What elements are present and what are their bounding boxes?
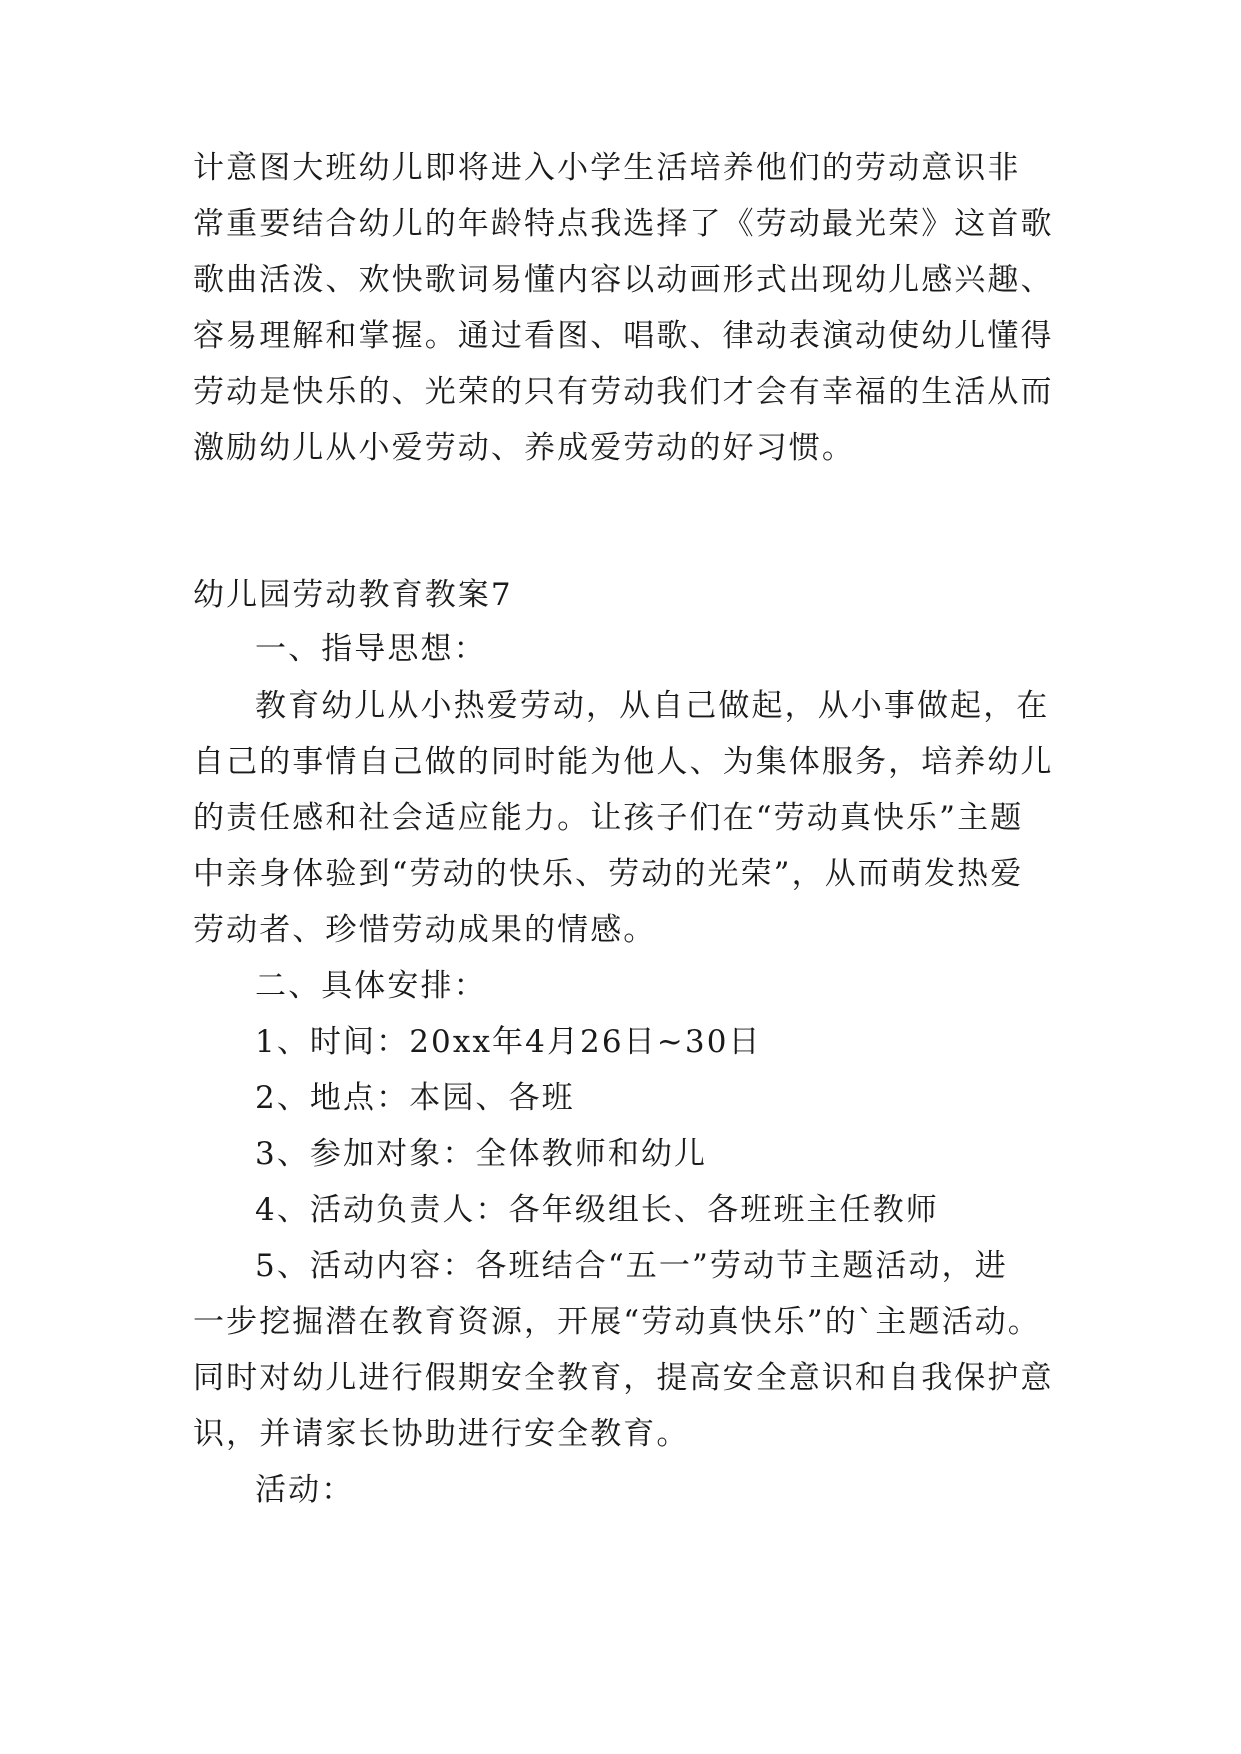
paragraph1-line-1: 教育幼儿从小热爱劳动，从自己做起，从小事做起，在	[255, 688, 1050, 724]
intro-line-1: 计意图大班幼儿即将进入小学生活培养他们的劳动意识非	[193, 150, 1021, 186]
intro-line-6: 激励幼儿从小爱劳动、养成爱劳动的好习惯。	[193, 430, 855, 466]
heading-activities: 活动：	[255, 1472, 355, 1508]
list-item-responsible: 4、活动负责人：各年级组长、各班班主任教师	[255, 1192, 939, 1228]
list-item-content: 5、活动内容：各班结合“五一”劳动节主题活动，进	[255, 1248, 1008, 1284]
paragraph1-line-3: 的责任感和社会适应能力。让孩子们在“劳动真快乐”主题	[193, 800, 1024, 836]
list-item-location: 2、地点：本园、各班	[255, 1080, 575, 1116]
list-item-time: 1、时间：20xx年4月26日~30日	[255, 1024, 762, 1060]
content-line-2: 一步挖掘潜在教育资源，开展“劳动真快乐”的`主题活动。	[193, 1304, 1041, 1340]
heading-arrangement: 二、具体安排：	[255, 968, 487, 1004]
content-line-3: 同时对幼儿进行假期安全教育，提高安全意识和自我保护意	[193, 1360, 1054, 1396]
paragraph1-line-5: 劳动者、珍惜劳动成果的情感。	[193, 912, 657, 948]
intro-line-3: 歌曲活泼、欢快歌词易懂内容以动画形式出现幼儿感兴趣、	[193, 262, 1054, 298]
paragraph1-line-4: 中亲身体验到“劳动的快乐、劳动的光荣”，从而萌发热爱	[193, 856, 1024, 892]
section-title: 幼儿园劳动教育教案7	[193, 577, 513, 613]
content-line-4: 识，并请家长协助进行安全教育。	[193, 1416, 690, 1452]
intro-line-4: 容易理解和掌握。通过看图、唱歌、律动表演动使幼儿懂得	[193, 318, 1054, 354]
list-item-participants: 3、参加对象：全体教师和幼儿	[255, 1136, 708, 1172]
heading-guiding-thought: 一、指导思想：	[255, 631, 487, 667]
intro-line-2: 常重要结合幼儿的年龄特点我选择了《劳动最光荣》这首歌	[193, 206, 1054, 242]
intro-line-5: 劳动是快乐的、光荣的只有劳动我们才会有幸福的生活从而	[193, 374, 1054, 410]
paragraph1-line-2: 自己的事情自己做的同时能为他人、为集体服务，培养幼儿	[193, 744, 1054, 780]
